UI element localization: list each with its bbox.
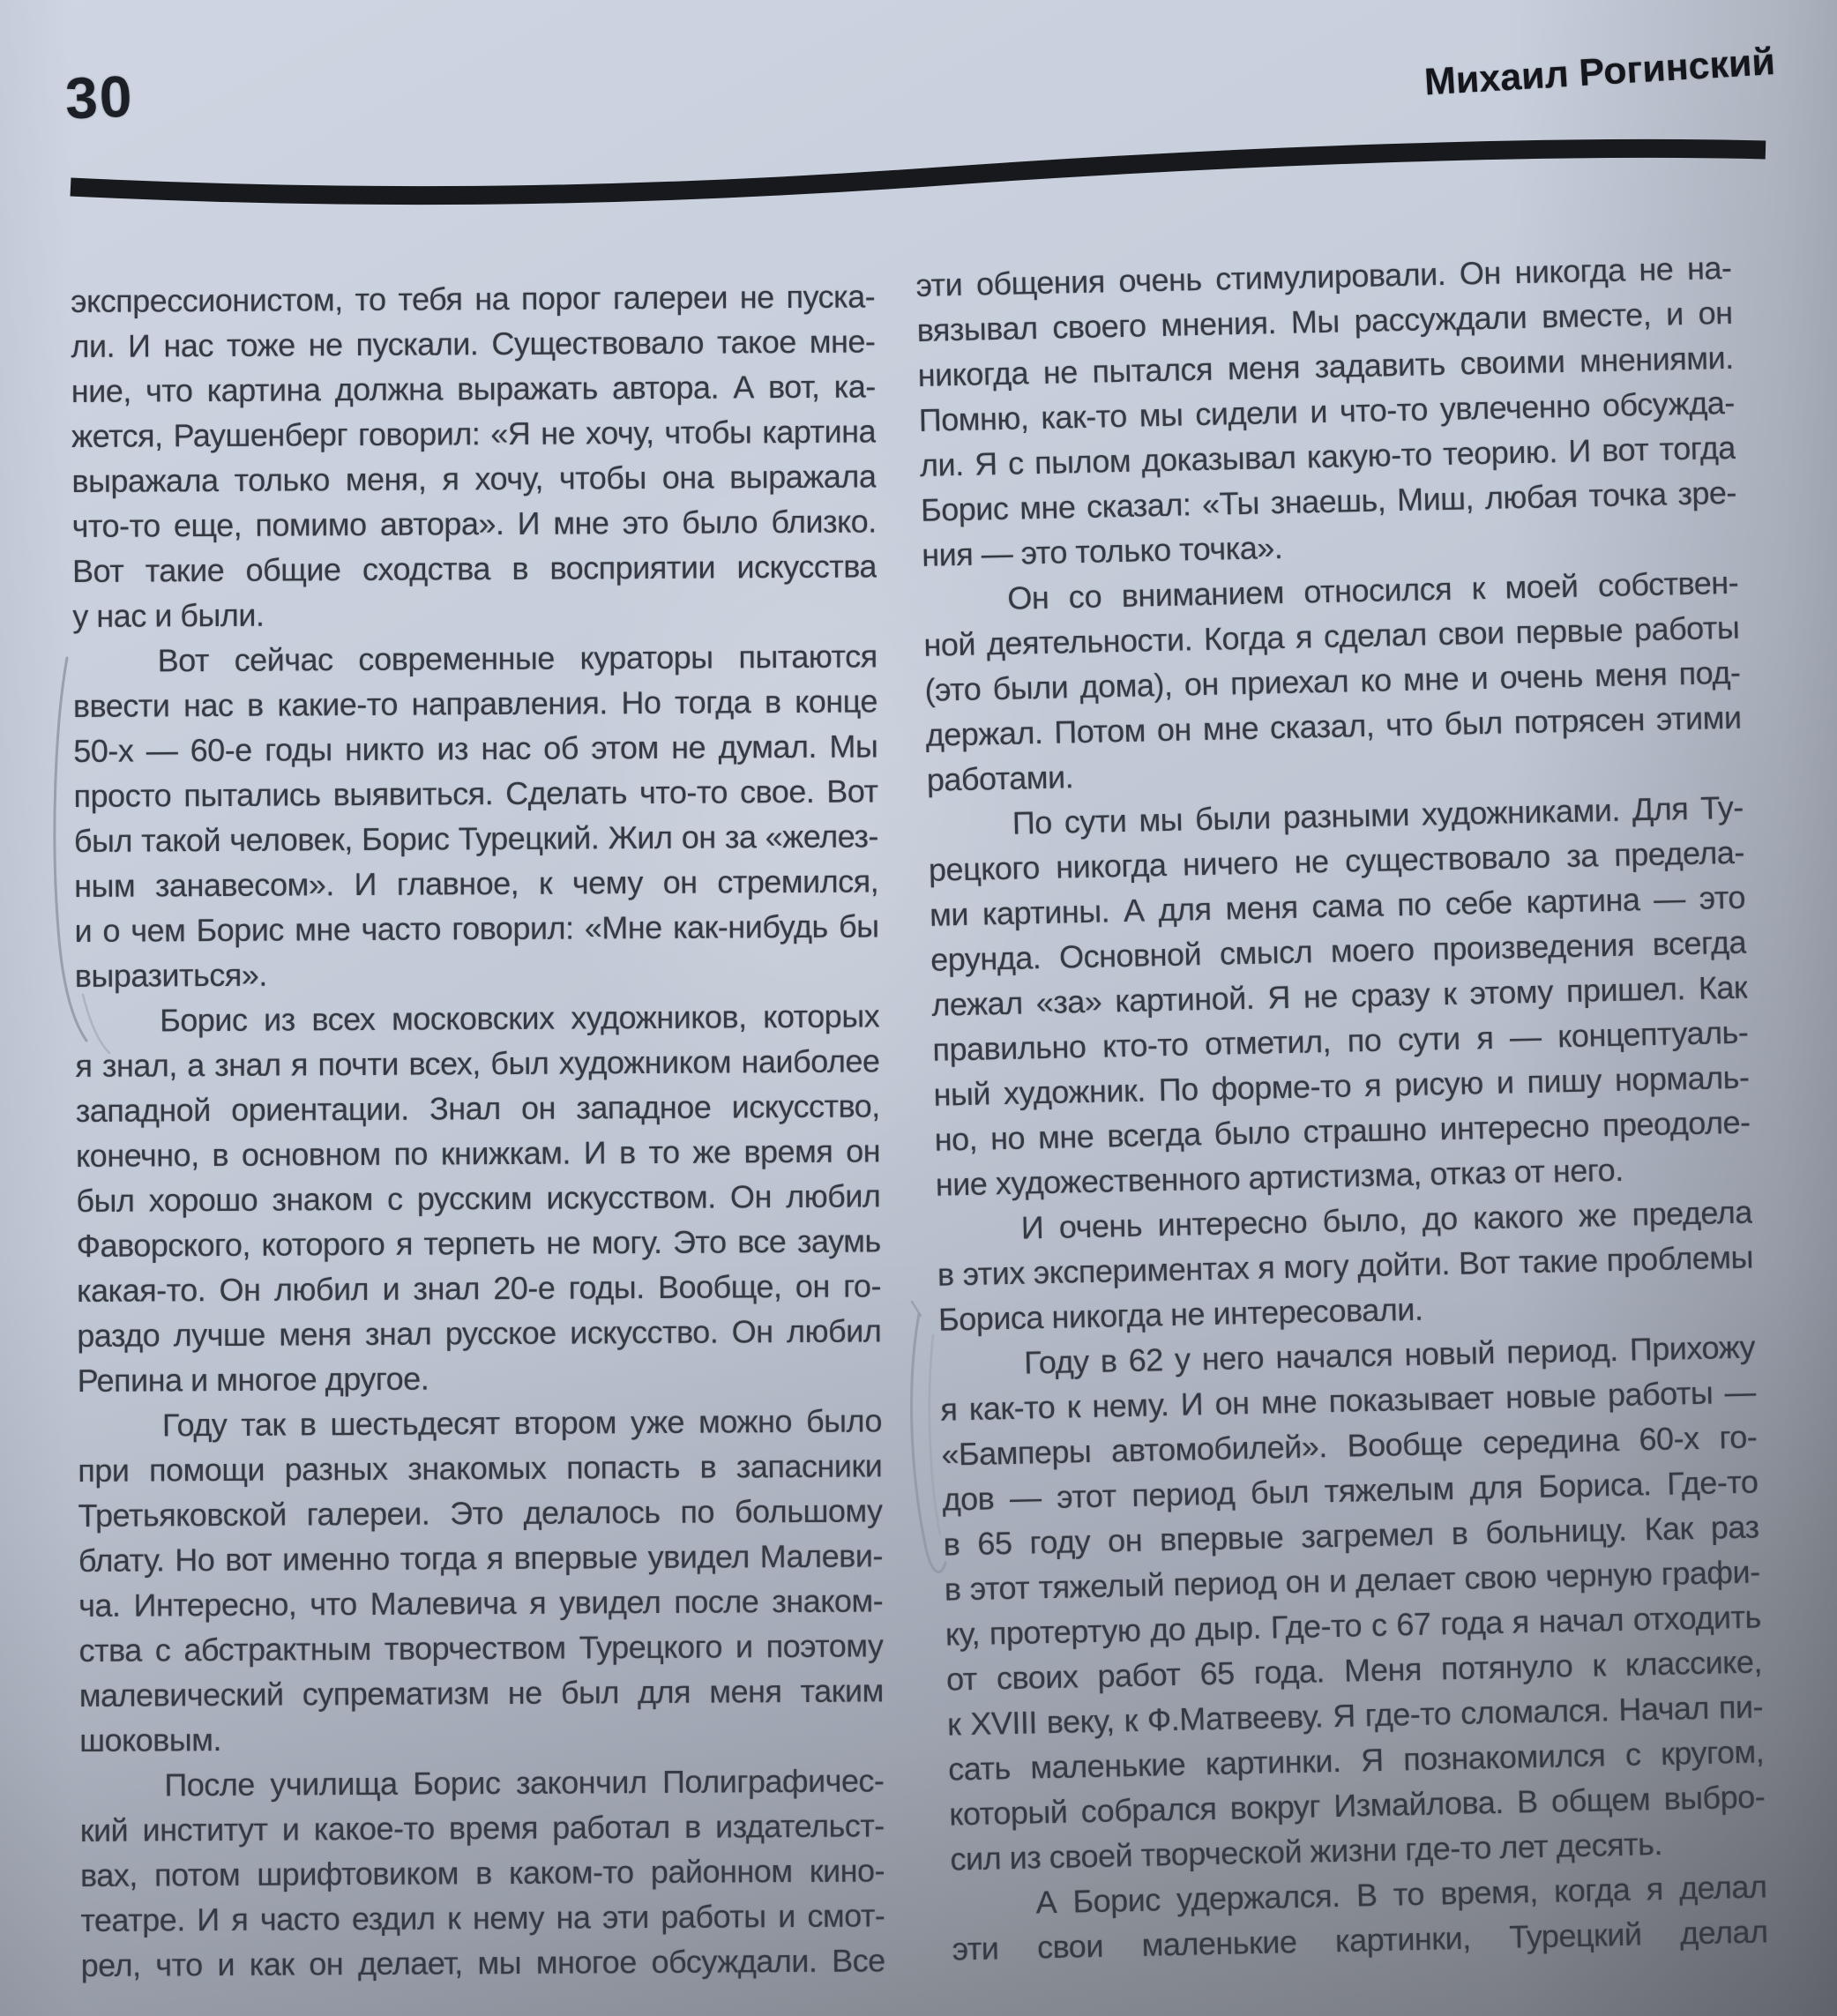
page-number: 30 [63, 63, 135, 131]
text-line: ча. Интересно, что Малевича я увидел после знаком- [78, 1582, 884, 1624]
text-line: выражала только меня, я хочу, чтобы она выражала [71, 458, 877, 499]
text-line: Вот сейчас современные кураторы пытаются [157, 638, 877, 679]
paragraph [939, 1325, 1766, 1882]
text-line: Третьяковской галереи. Это делалось по большому [78, 1492, 883, 1534]
text-line: После училища Борис закончил Полиграфичес- [164, 1762, 885, 1803]
text-line: я знал, а знал я почти всех, был художником наиболее [75, 1042, 880, 1084]
text-line: от своих работ 65 года. Меня потянуло к классике, [945, 1643, 1763, 1698]
text-line: 50-х — 60-е годы никто из нас об этом не думал. Мы [73, 728, 878, 769]
text-line: просто пытались выявиться. Сделать что-то свое. Вот [73, 773, 878, 814]
text-line: который собрался вокруг Измайлова. В общем выбро- [948, 1778, 1766, 1833]
text-line: рел, что и как он делает, мы многое обсуждали. Все [80, 1942, 885, 1983]
paragraph [922, 560, 1743, 803]
text-line: ный художник. По форме-то я рисую и пишу нормаль- [933, 1058, 1750, 1113]
text-line: в этот тяжелый период он и делает свою черную графи- [944, 1553, 1761, 1608]
text-line: ерунда. Основной смысл моего произведения всегда [930, 923, 1747, 978]
text-line: ввести нас в какие-то направления. Но тогда в конце [72, 683, 878, 724]
text-column-right [915, 245, 1768, 1972]
text-line: ли. И нас тоже не пускали. Существовало такое мне- [71, 323, 876, 364]
paragraph [79, 1758, 885, 1988]
running-head: Михаил Рогинский [1423, 41, 1776, 104]
text-line: Помню, как-то мы сидели и что-то увлеченно обсужда- [918, 384, 1736, 438]
text-line: ли. Я с пылом доказывал какую-то теорию. И вот тогда [919, 429, 1736, 483]
text-line: малевический супрематизм не был для меня таким [78, 1672, 884, 1714]
paragraph [72, 633, 878, 998]
text-line: я как-то к нему. И он мне показывает новые работы — [939, 1373, 1757, 1428]
text-line: ку, протертую до дыр. Где-то с 67 года я начал отходить [945, 1598, 1762, 1653]
text-line: блату. Но вот именно тогда я впервые увидел Малеви- [78, 1537, 883, 1579]
text-line: выразиться». [74, 956, 267, 994]
text-line: сил из своей творческой жизни где-то лет десять. [950, 1825, 1663, 1878]
text-line: дов — этот период был тяжелым для Бориса. Где-то [942, 1463, 1759, 1518]
text-line: шоковым. [78, 1721, 222, 1758]
text-line: (это были дома), он приехал ко мне и очень меня под- [924, 653, 1741, 708]
text-line: работами. [926, 758, 1074, 798]
text-line: Борис из всех московских художников, которых [160, 997, 880, 1039]
text-line: эти общения очень стимулировали. Он никогда не на- [915, 249, 1732, 303]
text-line: «Бамперы автомобилей». Вообще середина 60-х го- [941, 1418, 1758, 1473]
paragraph [75, 993, 882, 1403]
text-line: Бориса никогда не интересовали. [937, 1290, 1423, 1338]
paragraph [927, 785, 1751, 1207]
text-line: Репина и многое другое. [77, 1360, 429, 1399]
text-line: к XVIII веку, к Ф.Матвееву. Я где-то сломался. Начал пи- [946, 1688, 1764, 1743]
text-line: конечно, в основном по книжкам. И в то же время он [75, 1132, 881, 1174]
text-line: западной ориентации. Знал он западное искусство, [75, 1087, 880, 1129]
pencil-gutter-mark [891, 1293, 965, 1598]
text-line: и о чем Борис мне часто говорил: «Мне как-нибудь бы [74, 907, 879, 949]
text-line: Он со вниманием относился к моей собствен- [1006, 564, 1739, 616]
text-line: кий институт и какое-то время работал в издательст- [79, 1807, 885, 1848]
text-line: ми картины. А для меня сама по себе картина — это [929, 878, 1746, 933]
text-line: рецкого никогда ничего не существовало за предела- [928, 833, 1745, 888]
text-line: И очень интересно было, до какого же предела [1020, 1193, 1753, 1246]
text-line: у нас и были. [72, 596, 265, 634]
text-line: ния — это только точка». [921, 529, 1283, 573]
text-line: Году в 62 у него начался новый период. Прихожу [1023, 1328, 1756, 1381]
text-line: вязывал своего мнения. Мы рассуждали вместе, и он [916, 294, 1733, 348]
text-line: По сути мы были разными художниками. Для Ту- [1012, 788, 1744, 841]
text-line: раздо лучше меня знал русское искусство. Он любил [77, 1312, 882, 1354]
text-line: лежал «за» картиной. Я не сразу к этому пришел. Как [930, 968, 1748, 1023]
text-line: держал. Потом он мне сказал, что был потрясен этими [925, 698, 1742, 753]
paragraph [936, 1190, 1754, 1342]
text-line: вах, потом шрифтовиком в каком-то районном кино- [79, 1852, 885, 1893]
text-line: ной деятельности. Когда я сделал свои первые работы [923, 609, 1740, 663]
text-line: А Борис удержался. В то время, когда я делал [1035, 1868, 1767, 1921]
text-line: Вот такие общие сходства в восприятии искусства [71, 548, 877, 589]
text-line: Борис мне сказал: «Ты знаешь, Миш, любая точка зре- [920, 474, 1737, 528]
text-line: в 65 году он впервые загремел в больницу. Как раз [943, 1508, 1759, 1563]
text-column-left [71, 273, 885, 1988]
text-line: Фаворского, которого я терпеть не могу. Это все заумь [76, 1222, 881, 1264]
text-line: Году так в шестьдесят втором уже можно было [161, 1402, 883, 1444]
text-line: ным занавесом». И главное, к чему он стремился, [74, 862, 879, 904]
text-line: эти свои маленькие картинки, Турецкий делал [952, 1913, 1768, 1967]
text-line: но, но мне всегда было страшно интересно преодоле- [934, 1103, 1751, 1158]
paragraph [951, 1863, 1768, 1971]
text-line: ние, что картина должна выражать автора. А вот, ка- [71, 368, 876, 409]
text-line: в этих экспериментах я могу дойти. Вот такие проблемы [937, 1238, 1754, 1293]
header-rule [58, 131, 1778, 215]
text-line: ства с абстрактным творчеством Турецкого и поэтому [78, 1627, 884, 1669]
text-line: жется, Раушенберг говорил: «Я не хочу, чтобы картина [71, 413, 877, 454]
text-line: театре. И я часто ездил к нему на эти работы и смот- [80, 1897, 885, 1938]
paragraph [78, 1398, 884, 1763]
paragraph [71, 273, 877, 638]
text-line: никогда не пытался меня задавить своими мнениями. [917, 339, 1735, 393]
paragraph [915, 245, 1738, 578]
text-line: при помощи разных знакомых попасть в запасники [78, 1447, 883, 1489]
text-line: экспрессионистом, то тебя на порог галереи не пуска- [71, 278, 876, 319]
text-line: ние художественного артистизма, отказ от него. [935, 1151, 1624, 1203]
text-line: сать маленькие картинки. Я познакомился с кругом, [947, 1733, 1765, 1788]
pencil-margin-mark [42, 646, 116, 1060]
text-line: правильно кто-то отметил, по сути я — концептуаль- [932, 1013, 1749, 1068]
text-line: был хорошо знаком с русским искусством. Он любил [76, 1177, 881, 1219]
text-line: что-то еще, помимо автора». И мне это было близко. [71, 503, 877, 544]
text-line: какая-то. Он любил и знал 20-е годы. Вообще, он го- [76, 1267, 882, 1309]
text-line: был такой человек, Борис Турецкий. Жил он за «желез- [73, 818, 879, 859]
